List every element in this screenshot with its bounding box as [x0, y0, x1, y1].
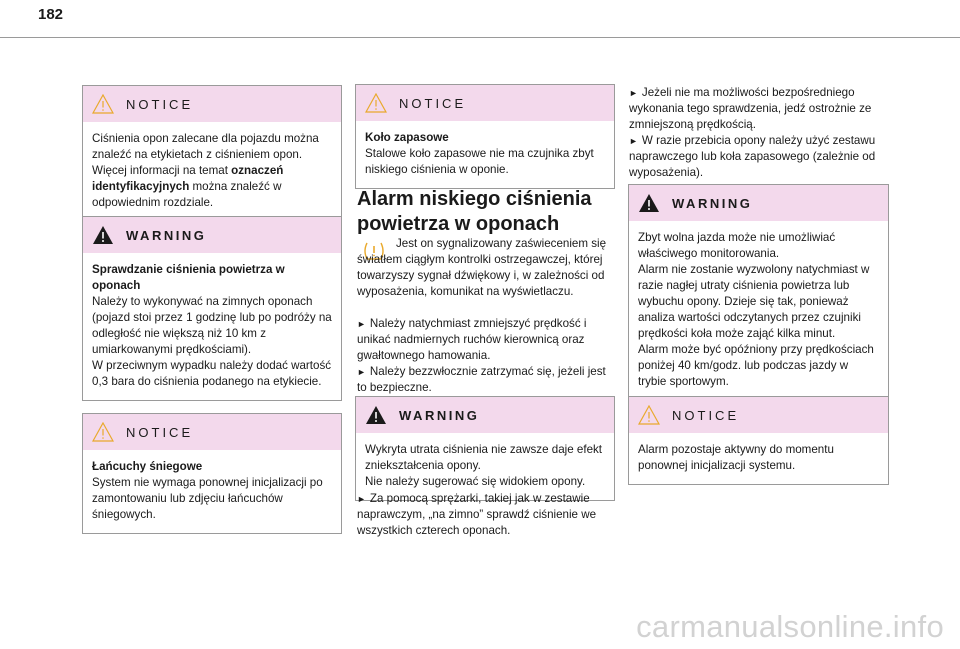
warning-text-2: W przeciwnym wypadku należy dodać wartość 0,3 bara do ciśnienia podanego na etykiecie. — [92, 359, 332, 388]
warning-text-2: Alarm nie zostanie wyzwolony natychmiast w razie nagłej utraty ciśnienia powietrza lub wybuchu opony. Dzieje się tak, ponieważ analiza wartości odczytanych przez czujniki prędkości koła może zająć kilka minut. — [638, 263, 870, 340]
warning-title: WARNING — [126, 227, 207, 243]
warning-header — [356, 397, 614, 433]
notice-icon — [92, 94, 114, 114]
notice-title: NOTICE — [672, 407, 740, 423]
notice-icon — [638, 405, 660, 425]
top-divider — [0, 37, 960, 38]
notice-icon — [92, 422, 114, 442]
watermark: carmanualsonline.info — [636, 609, 944, 644]
bullet-compressor: ► Za pomocą sprężarki, takiej jak w zestawie naprawczym, „na zimno” sprawdź ciśnienie we wszystkich czterech oponach. — [357, 492, 597, 537]
notice-header — [356, 85, 614, 121]
warning-text: Należy to wykonywać na zimnych oponach (pojazd stoi przez 1 godzinę lub po podróży na odległość nie większą niż 10 km z umiarkowanymi prędkościami). — [92, 295, 332, 356]
notice-heading: Koło zapasowe — [365, 131, 449, 144]
notice-header — [83, 414, 341, 450]
warning-heading: Sprawdzanie ciśnienia powietrza w oponach — [92, 263, 285, 292]
warning-text-2: Nie należy sugerować się widokiem opony. — [365, 475, 586, 488]
bullet-stop: ► Należy bezzwłocznie zatrzymać się, jeżeli jest to bezpieczne. — [357, 365, 606, 394]
notice-header — [629, 397, 888, 433]
warning-icon — [638, 193, 660, 213]
page-number: 182 — [38, 6, 64, 23]
warning-title: WARNING — [672, 195, 753, 211]
warning-box-monitoring — [628, 184, 889, 401]
arrow-icon: ► — [357, 367, 366, 377]
notice-text: Alarm pozostaje aktywny do momentu ponownej inicjalizacji systemu. — [638, 443, 834, 472]
bullet-drive-carefully: ► Jeżeli nie ma możliwości bezpośredniego wykonania tego sprawdzenia, jedź ostrożnie ze zmniejszoną prędkością. — [629, 86, 872, 131]
bullet-reduce-speed: ► Należy natychmiast zmniejszyć prędkość i unikać nadmiernych ruchów kierownicą oraz gwałtownego hamowania. — [357, 317, 587, 362]
warning-header — [629, 185, 888, 221]
notice-box-snow-chains — [82, 413, 342, 534]
arrow-icon: ► — [629, 88, 638, 98]
notice-text-more: Więcej informacji na temat oznaczeń identyfikacyjnych można znaleźć w odpowiednim rozdziale. — [92, 164, 284, 209]
notice-title: NOTICE — [126, 424, 194, 440]
alarm-intro-text: Jest on sygnalizowany zaświeceniem się światłem ciągłym kontrolki ostrzegawczej, której towarzyszy sygnał dźwiękowy i, w zależności od wyposażenia, komunikat na wyświetlaczu. — [357, 237, 607, 298]
warning-text-3: Alarm może być opóźniony przy prędkościach poniżej 40 km/godz. lub podczas jazdy w trybie sportowym. — [638, 343, 874, 388]
notice-text: System nie wymaga ponownej inicjalizacji po zamontowaniu lub zdjęciu łańcuchów śniegowych. — [92, 476, 323, 521]
notice-title: NOTICE — [399, 95, 467, 111]
notice-text: Ciśnienia opon zalecane dla pojazdu można znaleźć na etykietach z ciśnieniem opon. — [92, 132, 319, 161]
warning-icon — [92, 225, 114, 245]
notice-text: Stalowe koło zapasowe nie ma czujnika zbyt niskiego ciśnienia w oponie. — [365, 147, 594, 176]
warning-header — [83, 217, 341, 253]
notice-box-alarm-active — [628, 396, 889, 485]
warning-icon — [365, 405, 387, 425]
notice-header — [83, 86, 341, 122]
notice-box-tyre-pressure — [82, 85, 342, 222]
warning-title: WARNING — [399, 407, 480, 423]
arrow-icon: ► — [357, 319, 366, 329]
notice-heading: Łańcuchy śniegowe — [92, 460, 203, 473]
warning-text: Zbyt wolna jazda może nie umożliwiać właściwego monitorowania. — [638, 231, 836, 260]
warning-box-pressure-loss — [355, 396, 615, 501]
warning-text: Wykryta utrata ciśnienia nie zawsze daje efekt zniekształcenia opony. — [365, 443, 603, 472]
bullet-puncture: ► W razie przebicia opony należy użyć zestawu naprawczego lub koła zapasowego (zależnie od wyposażenia). — [629, 134, 876, 179]
arrow-icon: ► — [357, 494, 366, 504]
warning-box-pressure-check — [82, 216, 342, 401]
notice-icon — [365, 93, 387, 113]
notice-box-spare-wheel — [355, 84, 615, 189]
section-heading: Alarm niskiego ciśnienia powietrza w oponach — [357, 188, 592, 235]
arrow-icon: ► — [629, 136, 638, 146]
notice-title: NOTICE — [126, 96, 194, 112]
